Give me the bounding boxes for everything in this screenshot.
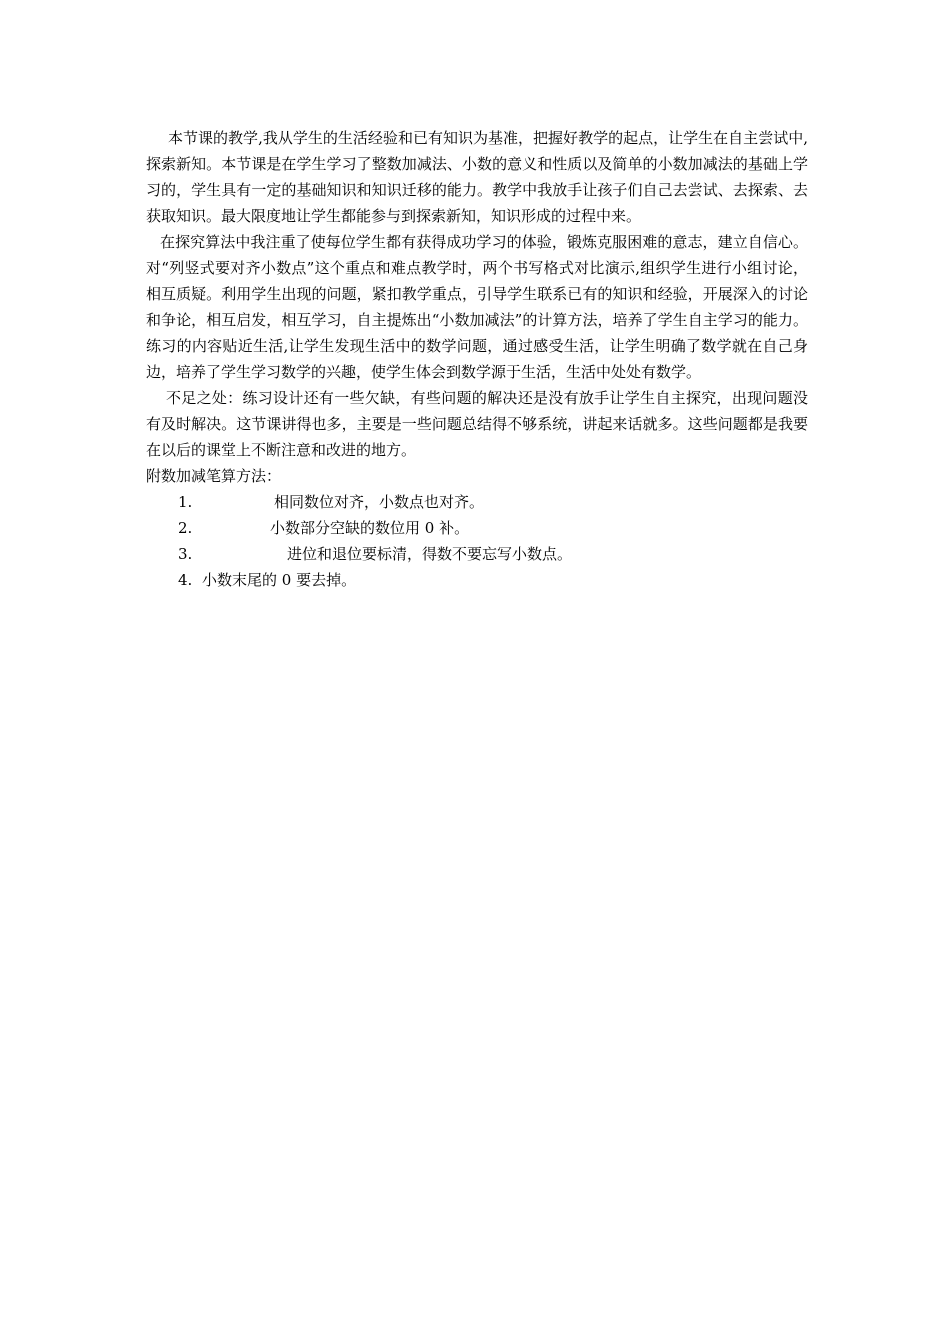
list-item: [146, 541, 808, 567]
list-item-text: 小数部分空缺的数位用 0 补。: [270, 519, 470, 537]
list-item-number: 2.: [178, 519, 193, 537]
document-body: [146, 125, 808, 593]
list-item-text: 相同数位对齐，小数点也对齐。: [274, 493, 485, 511]
paragraph-shortcomings: 不足之处：练习设计还有一些欠缺，有些问题的解决还是没有放手让学生自主探究，出现问题没有及时解决。这节课讲得也多，主要是一些问题总结得不够系统，讲起来话就多。这些问题都是我要在以后的课堂上不断注意和改进的地方。: [146, 389, 808, 459]
calculation-method-list: [146, 489, 808, 593]
appendix-heading: 附数加减笔算方法：: [146, 467, 282, 485]
list-item: [146, 515, 808, 541]
list-item: [146, 489, 808, 515]
paragraph-intro: 本节课的教学,我从学生的生活经验和已有知识为基准，把握好教学的起点，让学生在自主尝试中,探索新知。本节课是在学生学习了整数加减法、小数的意义和性质以及简单的小数加减法的基础上学习的，学生具有一定的基础知识和知识迁移的能力。教学中我放手让孩子们自己去尝试、去探索、去获取知识。最大限度地让学生都能参与到探索新知，知识形成的过程中来。: [146, 129, 808, 225]
list-item-number: 3.: [178, 545, 193, 563]
list-item-text: 小数末尾的 0 要去掉。: [202, 571, 357, 589]
list-item-number: 1.: [178, 493, 193, 511]
paragraph-method-exploration: 在探究算法中我注重了使每位学生都有获得成功学习的体验，锻炼克服困难的意志，建立自信心。对“列竖式要对齐小数点”这个重点和难点教学时，两个书写格式对比演示,组织学生进行小组讨论，相互质疑。利用学生出现的问题，紧扣教学重点，引导学生联系已有的知识和经验，开展深入的讨论和争论，相互启发，相互学习，自主提炼出“小数加减法”的计算方法，培养了学生自主学习的能力。练习的内容贴近生活,让学生发现生活中的数学问题，通过感受生活，让学生明确了数学就在自己身边，培养了学生学习数学的兴趣，使学生体会到数学源于生活，生活中处处有数学。: [146, 233, 808, 381]
list-item-text: 进位和退位要标清，得数不要忘写小数点。: [287, 545, 573, 563]
list-item: [146, 567, 808, 593]
list-item-number: 4.: [178, 571, 193, 589]
